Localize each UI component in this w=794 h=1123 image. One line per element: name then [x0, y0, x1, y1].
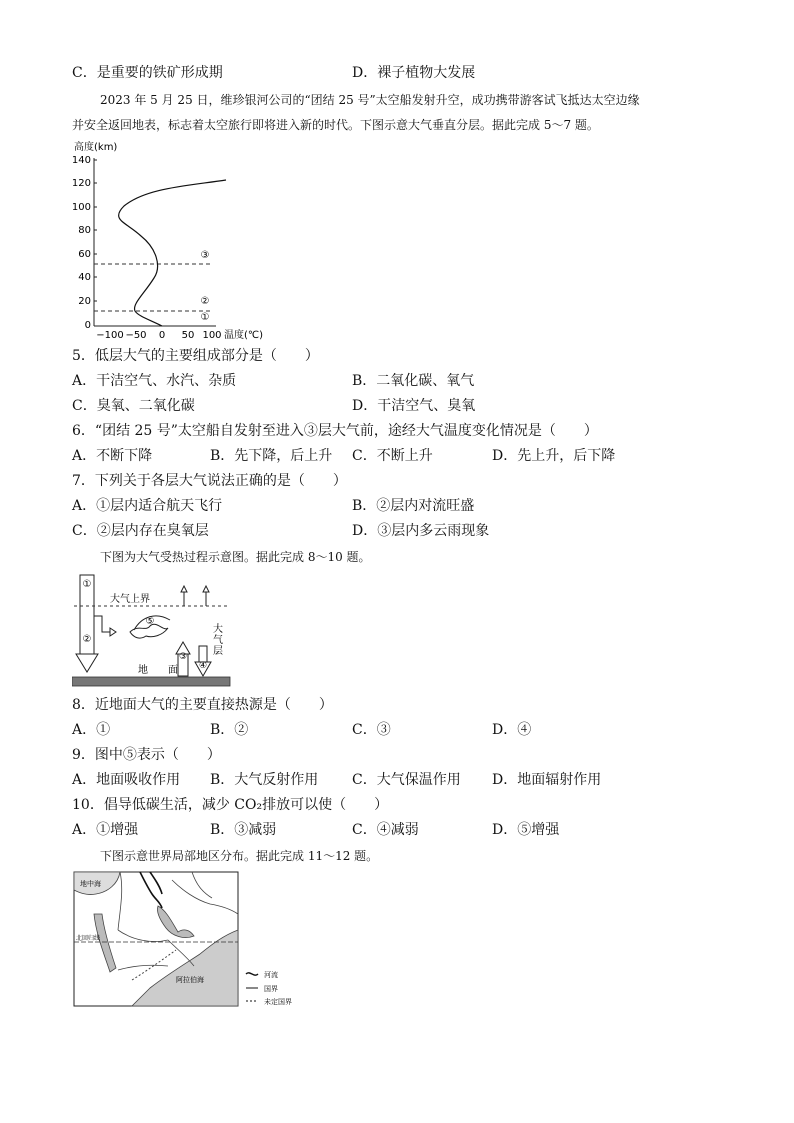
atmosphere-layer-figure [66, 138, 278, 340]
q7-stem: 7．下列关于各层大气说法正确的是（ ） [72, 473, 347, 489]
mark-4: ④ [198, 661, 208, 671]
temperature-curve [119, 180, 226, 326]
q5-option-a: A．干洁空气、水汽、杂质 [72, 373, 237, 389]
ground-label: 地 面 [138, 665, 178, 676]
ytick-60: 60 [78, 249, 91, 260]
atmosphere-top-label: 大气上界 [110, 594, 150, 605]
ytick-0: 0 [84, 320, 91, 331]
q6-option-c: C．不断上升 [352, 448, 433, 464]
q5-stem: 5．低层大气的主要组成部分是（ ） [72, 348, 319, 364]
ytick-20: 20 [78, 296, 91, 307]
q9-option-c: C．大气保温作用 [352, 772, 461, 788]
mark-5: ⑤ [145, 616, 155, 627]
layer-mark-2: ② [200, 296, 210, 307]
ytick-80: 80 [78, 225, 91, 236]
q7-option-b: B．②层内对流旺盛 [352, 498, 475, 514]
q4-option-c: C．是重要的铁矿形成期 [72, 65, 223, 81]
layer-mark-3: ③ [200, 250, 210, 261]
q6-option-a: A．不断下降 [72, 448, 153, 464]
q6-stem: 6．“团结 25 号”太空船自发射至进入③层大气前，途经大气温度变化情况是（ ） [72, 423, 598, 439]
intro-11-12: 下图示意世界局部地区分布。据此完成 11～12 题。 [100, 849, 379, 863]
q7-option-c: C．②层内存在臭氧层 [72, 523, 209, 539]
sea2-label: 阿拉伯海 [176, 976, 204, 984]
xtick-0: 0 [158, 330, 166, 340]
intro-5-7-line1: 2023 年 5 月 25 日，维珍银河公司的“团结 25 号”太空船发射升空，成功携带游客试飞抵达太空边缘 [100, 93, 640, 107]
solar-radiation-arrow [76, 654, 98, 672]
layer-label-2: 气 [213, 635, 223, 646]
ytick-120: 120 [71, 178, 91, 189]
mark-1: ① [82, 579, 92, 590]
q9-option-d: D．地面辐射作用 [492, 772, 602, 788]
q8-stem: 8．近地面大气的主要直接热源是（ ） [72, 697, 333, 713]
legend-river-symbol [246, 973, 258, 975]
q5-option-c: C．臭氧、二氧化碳 [72, 398, 195, 414]
q9-option-b: B．大气反射作用 [210, 772, 319, 788]
q9-stem: 9．图中⑤表示（ ） [72, 747, 221, 763]
legend-disputed: 未定国界 [264, 998, 292, 1006]
layer-label-3: 层 [213, 646, 223, 657]
q8-option-b: B．② [210, 722, 249, 738]
q10-option-d: D．⑤增强 [492, 822, 560, 838]
legend-border: 国界 [264, 985, 278, 993]
q8-option-c: C．③ [352, 722, 391, 738]
ground-bar [72, 677, 230, 686]
mark-2: ② [82, 634, 92, 645]
ytick-40: 40 [78, 272, 91, 283]
q7-option-a: A．①层内适合航天飞行 [72, 498, 223, 514]
q10-option-a: A．①增强 [72, 822, 139, 838]
legend-river: 河流 [264, 971, 278, 979]
q8-option-d: D．④ [492, 722, 532, 738]
xtick-50: 50 [181, 330, 195, 340]
q8-option-a: A．① [72, 722, 111, 738]
intro-5-7-line2: 并安全返回地表，标志着太空旅行即将进入新的时代。下图示意大气垂直分层。据此完成 5～7 题。 [72, 118, 599, 132]
q5-option-b: B．二氧化碳、氧气 [352, 373, 475, 389]
q10-stem: 10．倡导低碳生活，减少 CO₂排放可以使（ ） [72, 797, 389, 813]
q6-option-b: B．先下降，后上升 [210, 448, 333, 464]
fig1-xlabel: 温度(℃) [224, 330, 264, 340]
q10-option-b: B．③减弱 [210, 822, 277, 838]
sea1-label: 地中海 [80, 880, 101, 888]
xtick-m50: −50 [125, 330, 147, 340]
tropic-label: 北回归线 [76, 935, 101, 942]
atmosphere-heating-figure [72, 572, 232, 690]
q7-option-d: D．③层内多云雨现象 [352, 523, 490, 539]
regional-map-figure [72, 870, 312, 1010]
xtick-m100: −100 [96, 330, 124, 340]
ytick-140: 140 [71, 155, 91, 166]
q9-option-a: A．地面吸收作用 [72, 772, 181, 788]
xtick-100: 100 [202, 330, 222, 340]
ytick-100: 100 [71, 202, 91, 213]
intro-8-10: 下图为大气受热过程示意图。据此完成 8～10 题。 [100, 550, 371, 564]
fig1-ylabel: 高度(km) [74, 142, 118, 153]
q4-option-d: D．裸子植物大发展 [352, 65, 476, 81]
q10-option-c: C．④减弱 [352, 822, 419, 838]
mark-3: ③ [178, 652, 188, 662]
layer-label-1: 大 [213, 624, 223, 635]
q6-option-d: D．先上升，后下降 [492, 448, 616, 464]
q5-option-d: D．干洁空气、臭氧 [352, 398, 476, 414]
layer-mark-1: ① [200, 312, 210, 323]
